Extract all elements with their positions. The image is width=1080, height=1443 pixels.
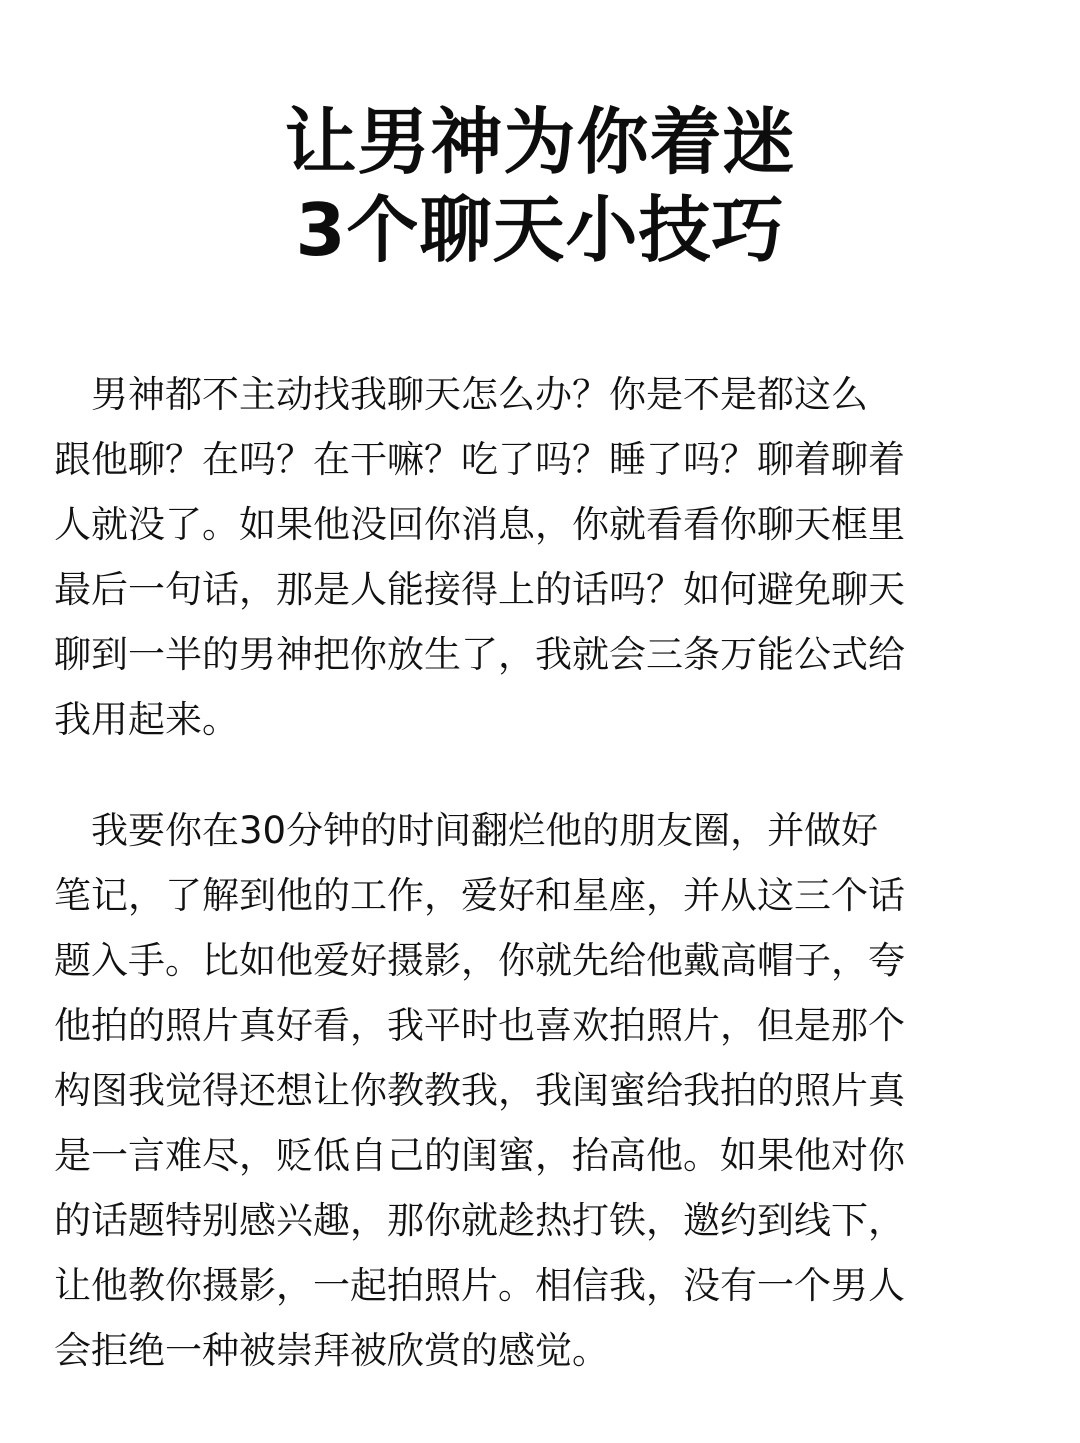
title-line-1: 让男神为你着迷 xyxy=(284,100,796,184)
title-line-2: 3个聊天小技巧 xyxy=(295,188,785,272)
paragraph-line: 笔记，了解到他的工作，爱好和星座，并从这三个话 xyxy=(54,874,905,917)
paragraph-line: 的话题特别感兴趣，那你就趁热打铁，邀约到线下， xyxy=(54,1199,905,1242)
paragraph-line: 题入手。比如他爱好摄影，你就先给他戴高帽子，夸 xyxy=(54,939,905,982)
paragraph-line: 我用起来。 xyxy=(54,698,239,741)
paragraph-line: 聊到一半的男神把你放生了，我就会三条万能公式给 xyxy=(54,633,905,676)
page-title xyxy=(0,98,1080,274)
paragraph-line: 最后一句话，那是人能接得上的话吗？如何避免聊天 xyxy=(54,568,905,611)
paragraph-line: 人就没了。如果他没回你消息，你就看看你聊天框里 xyxy=(54,503,905,546)
paragraph-line: 是一言难尽，贬低自己的闺蜜，抬高他。如果他对你 xyxy=(54,1134,905,1177)
paragraph-line: 会拒绝一种被崇拜被欣赏的感觉。 xyxy=(54,1329,609,1372)
paragraph-line: 他拍的照片真好看，我平时也喜欢拍照片，但是那个 xyxy=(54,1004,905,1047)
paragraph-line: 构图我觉得还想让你教教我，我闺蜜给我拍的照片真 xyxy=(54,1069,905,1112)
paragraph-line: 男神都不主动找我聊天怎么办？你是不是都这么 xyxy=(54,373,868,416)
paragraph-line: 我要你在30分钟的时间翻烂他的朋友圈，并做好 xyxy=(54,809,879,852)
paragraph-1 xyxy=(54,362,1026,752)
paragraph-line: 让他教你摄影，一起拍照片。相信我，没有一个男人 xyxy=(54,1264,905,1307)
paragraph-2 xyxy=(54,798,1026,1383)
paragraph-line: 跟他聊？在吗？在干嘛？吃了吗？睡了吗？聊着聊着 xyxy=(54,438,905,481)
